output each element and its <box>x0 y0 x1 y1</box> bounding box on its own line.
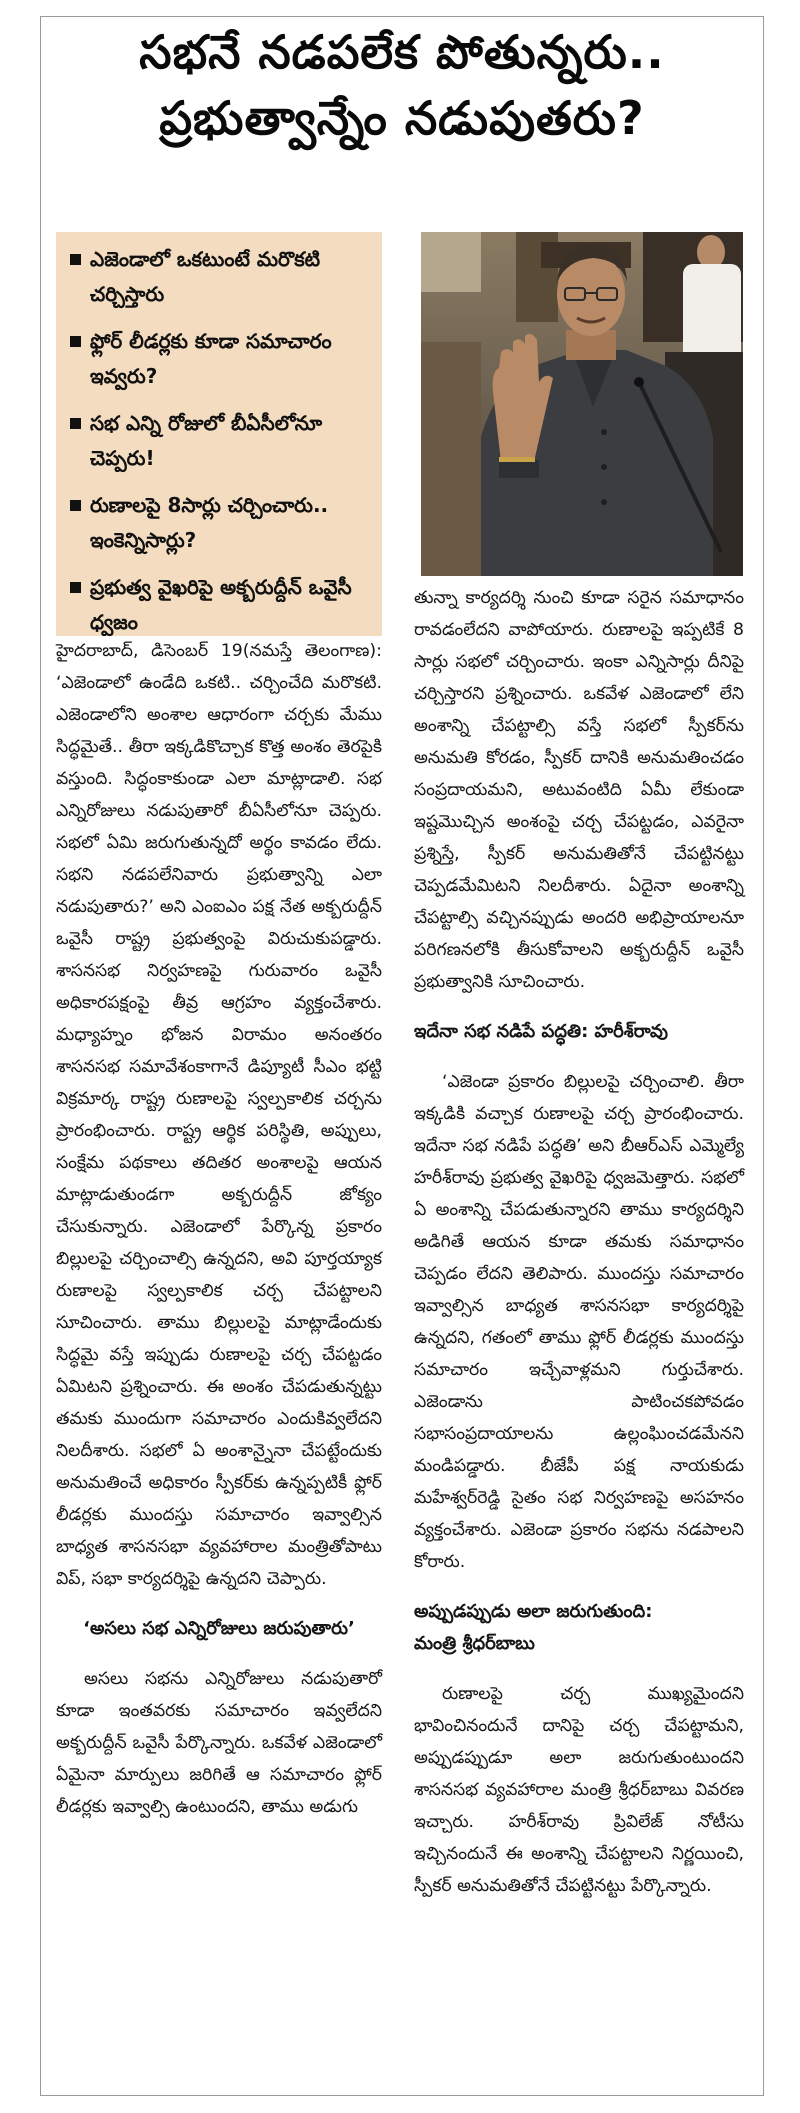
headline <box>40 22 764 148</box>
left-paragraph-2: అసలు సభను ఎన్నిరోజులు నడుపుతారో కూడా ఇంతవరకు సమాచారం ఇవ్వలేదని అక్బరుద్దీన్ ఒవైసీ పేర్కొన్నారు. ఒకవేళ ఎజెండాలో ఏమైనా మార్పులు జరిగితే ఆ సమాచారం ఫ్లోర్ లీడర్లకు ఇవ్వాల్సి ఉంటుందని, తాము అడుగు <box>56 1669 382 1817</box>
square-bullet-icon <box>70 336 81 347</box>
highlight-item: సభ ఎన్ని రోజులో బీఏసీలోనూ చెప్పరు! <box>70 406 372 476</box>
speaker-photo <box>421 232 743 576</box>
right-subheading-1: ఇదేనా సభ నడిపే పద్ధతి: హరీశ్‌రావు <box>414 1021 668 1042</box>
left-column <box>56 635 382 1823</box>
square-bullet-icon <box>70 500 81 511</box>
highlight-item: రుణాలపై 8సార్లు చర్చించారు.. ఇంకెన్నిసార్లు? <box>70 488 372 558</box>
highlight-item: ఎజెండాలో ఒకటుంటే మరొకటి చర్చిస్తారు <box>70 242 372 312</box>
right-subheading-2-line-1: అప్పుడప్పుడు అలా జరుగుతుంది: <box>414 1601 653 1622</box>
highlight-item: ప్రభుత్వ వైఖరిపై అక్బరుద్దీన్ ఒవైసీ ధ్వజం <box>70 570 372 640</box>
right-paragraph-1: తున్నా కార్యదర్శి నుంచి కూడా సరైన సమాధానం రావడంలేదని వాపోయారు. రుణాలపై ఇప్పటికే 8 సార్లు సభలో చర్చించారు. ఇంకా ఎన్నిసార్లు దీనిపై చర్చిస్తారని ప్రశ్నించారు. ఒకవేళ ఎజెండాలో లేని అంశాన్ని చేపట్టాల్సి వస్తే సభలో స్పీకర్‌ను అనుమతి కోరడం, స్పీకర్ దానికి అనుమతించడం సంప్రదాయమని, అటువంటిది ఏమీ లేకుండా ఇష్టమొచ్చిన అంశంపై చర్చ చేపట్టడం, ఎవరైనా ప్రశ్నిస్తే, స్పీకర్ అనుమతితోనే చేపట్టినట్టు చెప్పడమేమిటని నిలదీశారు. ఏదైనా అంశాన్ని చేపట్టాల్సి వచ్చినప్పుడు అందరి అభిప్రాయాలనూ పరిగణనలోకి తీసుకోవాలని అక్బరుద్దీన్ ఒవైసీ ప్రభుత్వానికి సూచించారు. <box>414 588 744 992</box>
headline-line-1: సభనే నడపలేక పోతున్నరు.. <box>139 25 665 79</box>
square-bullet-icon <box>70 582 81 593</box>
highlights-list <box>70 242 372 640</box>
right-column <box>414 582 744 1902</box>
square-bullet-icon <box>70 254 81 265</box>
right-paragraph-3: రుణాలపై చర్చ ముఖ్యమైందని భావించినందునే దానిపై చర్చ చేపట్టామని, అప్పుడప్పుడూ అలా జరుగుతుంటుందని శాసనసభ వ్యవహారాల మంత్రి శ్రీధర్‌బాబు వివరణ ఇచ్చారు. హరీశ్‌రావు ప్రివిలేజ్ నోటీసు ఇచ్చినందునే ఈ అంశాన్ని చేపట్టాలని నిర్ణయించి, స్పీకర్ అనుమతితోనే చేపట్టినట్టు పేర్కొన్నారు. <box>414 1684 744 1896</box>
highlights-box <box>56 232 382 636</box>
headline-line-2: ప్రభుత్వాన్నేం నడుపుతరు? <box>159 91 645 145</box>
speaker-photo-illustration <box>421 232 743 576</box>
square-bullet-icon <box>70 418 81 429</box>
left-paragraph-1: హైదరాబాద్, డిసెంబర్ 19(నమస్తే తెలంగాణ): ‘ఎజెండాలో ఉండేది ఒకటి.. చర్చించేది మరొకటి. ఎజెండాలోని అంశాల ఆధారంగా చర్చకు మేము సిద్ధమైతే.. తీరా ఇక్కడికొచ్చాక కొత్త అంశం తెరపైకి వస్తుంది. సిద్ధంకాకుండా ఎలా మాట్లాడాలి. సభ ఎన్నిరోజులు నడుపుతారో బీఏసీలోనూ చెప్పరు. సభలో ఏమి జరుగుతున్నదో అర్థం కావడం లేదు. సభని నడపలేనివారు ప్రభుత్వాన్ని ఎలా నడుపుతారు?’ అని ఎంఐఎం పక్ష నేత అక్బరుద్దీన్ ఒవైసీ రాష్ట్ర ప్రభుత్వంపై విరుచుకుపడ్డారు. శాసనసభ నిర్వహణపై గురువారం ఒవైసీ అధికారపక్షంపై తీవ్ర ఆగ్రహం వ్యక్తంచేశారు. మధ్యాహ్నం భోజన విరామం అనంతరం శాసనసభ సమావేశంకాగానే డిప్యూటీ సీఎం భట్టి విక్రమార్క రాష్ట్ర రుణాలపై స్వల్పకాలిక చర్చను ప్రారంభించారు. రాష్ట్ర ఆర్థిక పరిస్థితి, అప్పులు, సంక్షేమ పథకాలు తదితర అంశాలపై ఆయన మాట్లాడుతుండగా అక్బరుద్దీన్ జోక్యం చేసుకున్నారు. ఎజెండాలో పేర్కొన్న ప్రకారం బిల్లులపై చర్చించాల్సి ఉన్నదని, అవి పూర్తయ్యాక రుణాలపై స్వల్పకాలిక చర్చ చేపట్టాలని సూచించారు. తాము బిల్లులపై మాట్లాడేందుకు సిద్ధమై వస్తే ఇప్పుడు రుణాలపై చర్చ చేపట్టడం ఏమిటని ప్రశ్నించారు. ఈ అంశం చేపడుతున్నట్టు తమకు ముందుగా సమాచారం ఎందుకివ్వలేదని నిలదీశారు. సభలో ఏ అంశాన్నైనా చేపట్టేందుకు అనుమతించే అధికారం స్పీకర్‌కు ఉన్నప్పటికీ ఫ్లోర్ లీడర్లకు ముందస్తు సమాచారం ఇవ్వాల్సిన బాధ్యత శాసనసభా వ్యవహారాల మంత్రితోపాటు విప్, సభా కార్యదర్శిపై ఉన్నదని చెప్పారు. <box>56 641 382 1589</box>
left-subheading: ‘అసలు సభ ఎన్నిరోజులు జరుపుతారు’ <box>83 1618 355 1639</box>
right-paragraph-2: ‘ఎజెండా ప్రకారం బిల్లులపై చర్చించాలి. తీరా ఇక్కడికి వచ్చాక రుణాలపై చర్చ ప్రారంభించారు. ఇదేనా సభ నడిపే పద్ధతి’ అని బీఆర్ఎస్ ఎమ్మెల్యే హరీశ్‌రావు ప్రభుత్వ వైఖరిపై ధ్వజమెత్తారు. సభలో ఏ అంశాన్ని చేపడుతున్నారని తాము కార్యదర్శిని అడిగితే ఆయన కూడా తమకు సమాధానం చెప్పడం లేదని తెలిపారు. ముందస్తు సమాచారం ఇవ్వాల్సిన బాధ్యత శాసనసభా కార్యదర్శిపై ఉన్నదని, గతంలో తాము ఫ్లోర్ లీడర్లకు ముందస్తు సమాచారం ఇచ్చేవాళ్లమని గుర్తుచేశారు. ఎజెండాను పాటించకపోవడం సభాసంప్రదాయాలను ఉల్లంఘించడమేనని మండిపడ్డారు. బీజేపీ పక్ష నాయకుడు మహేశ్వర్‌రెడ్డి సైతం సభ నిర్వహణపై అసహనం వ్యక్తంచేశారు. ఎజెండా ప్రకారం సభను నడపాలని కోరారు. <box>414 1072 744 1572</box>
right-subheading-2-line-2: మంత్రి శ్రీధర్‌బాబు <box>414 1633 535 1654</box>
highlight-item: ఫ్లోర్ లీడర్లకు కూడా సమాచారం ఇవ్వరు? <box>70 324 372 394</box>
